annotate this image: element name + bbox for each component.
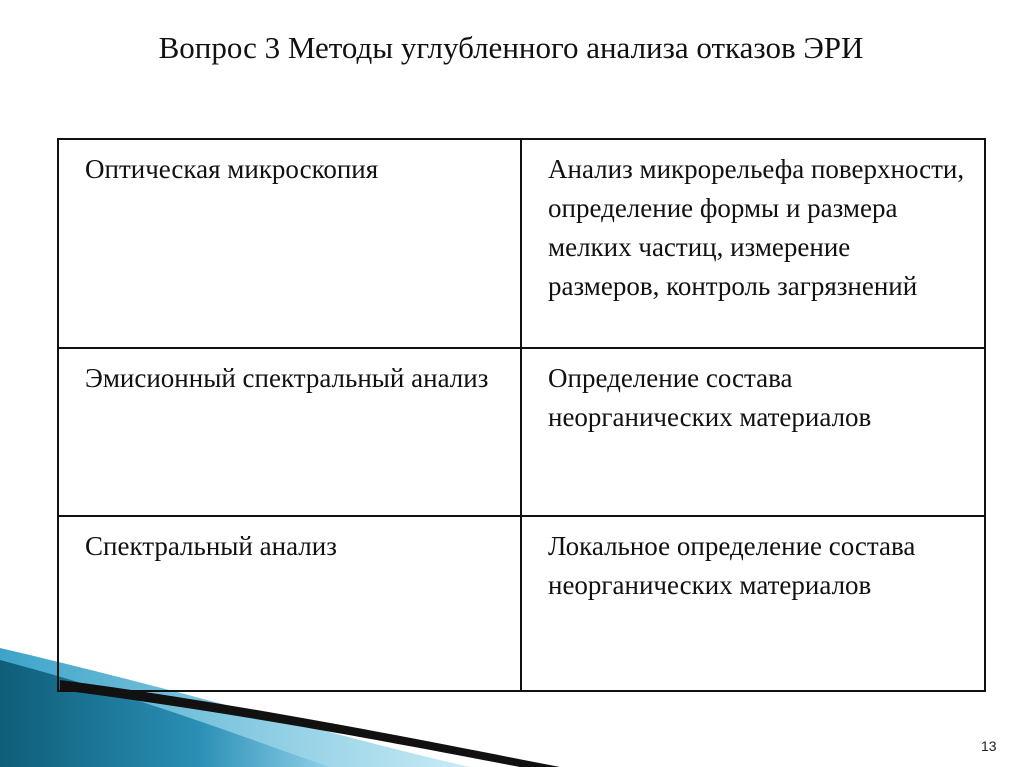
- description-cell: Определение состава неорганических материалов: [521, 348, 985, 516]
- table-row: [58, 348, 985, 516]
- description-cell: Локальное определение состава неорганических материалов: [521, 516, 985, 691]
- method-cell: Оптическая микроскопия: [58, 139, 521, 348]
- method-cell: Эмисионный спектральный анализ: [58, 348, 521, 516]
- description-cell: Анализ микрорельефа поверхности, определение формы и размера мелких частиц, измерение размеров, контроль загрязнений: [521, 139, 985, 348]
- slide-title: Вопрос 3 Методы углубленного анализа отказов ЭРИ: [158, 30, 864, 65]
- decor-black-swoosh: [60, 680, 560, 767]
- page-number: 13: [981, 738, 997, 754]
- methods-table: [57, 138, 986, 692]
- method-cell: Спектральный анализ: [58, 516, 521, 691]
- table-row: [58, 516, 985, 691]
- table-row: [58, 139, 985, 348]
